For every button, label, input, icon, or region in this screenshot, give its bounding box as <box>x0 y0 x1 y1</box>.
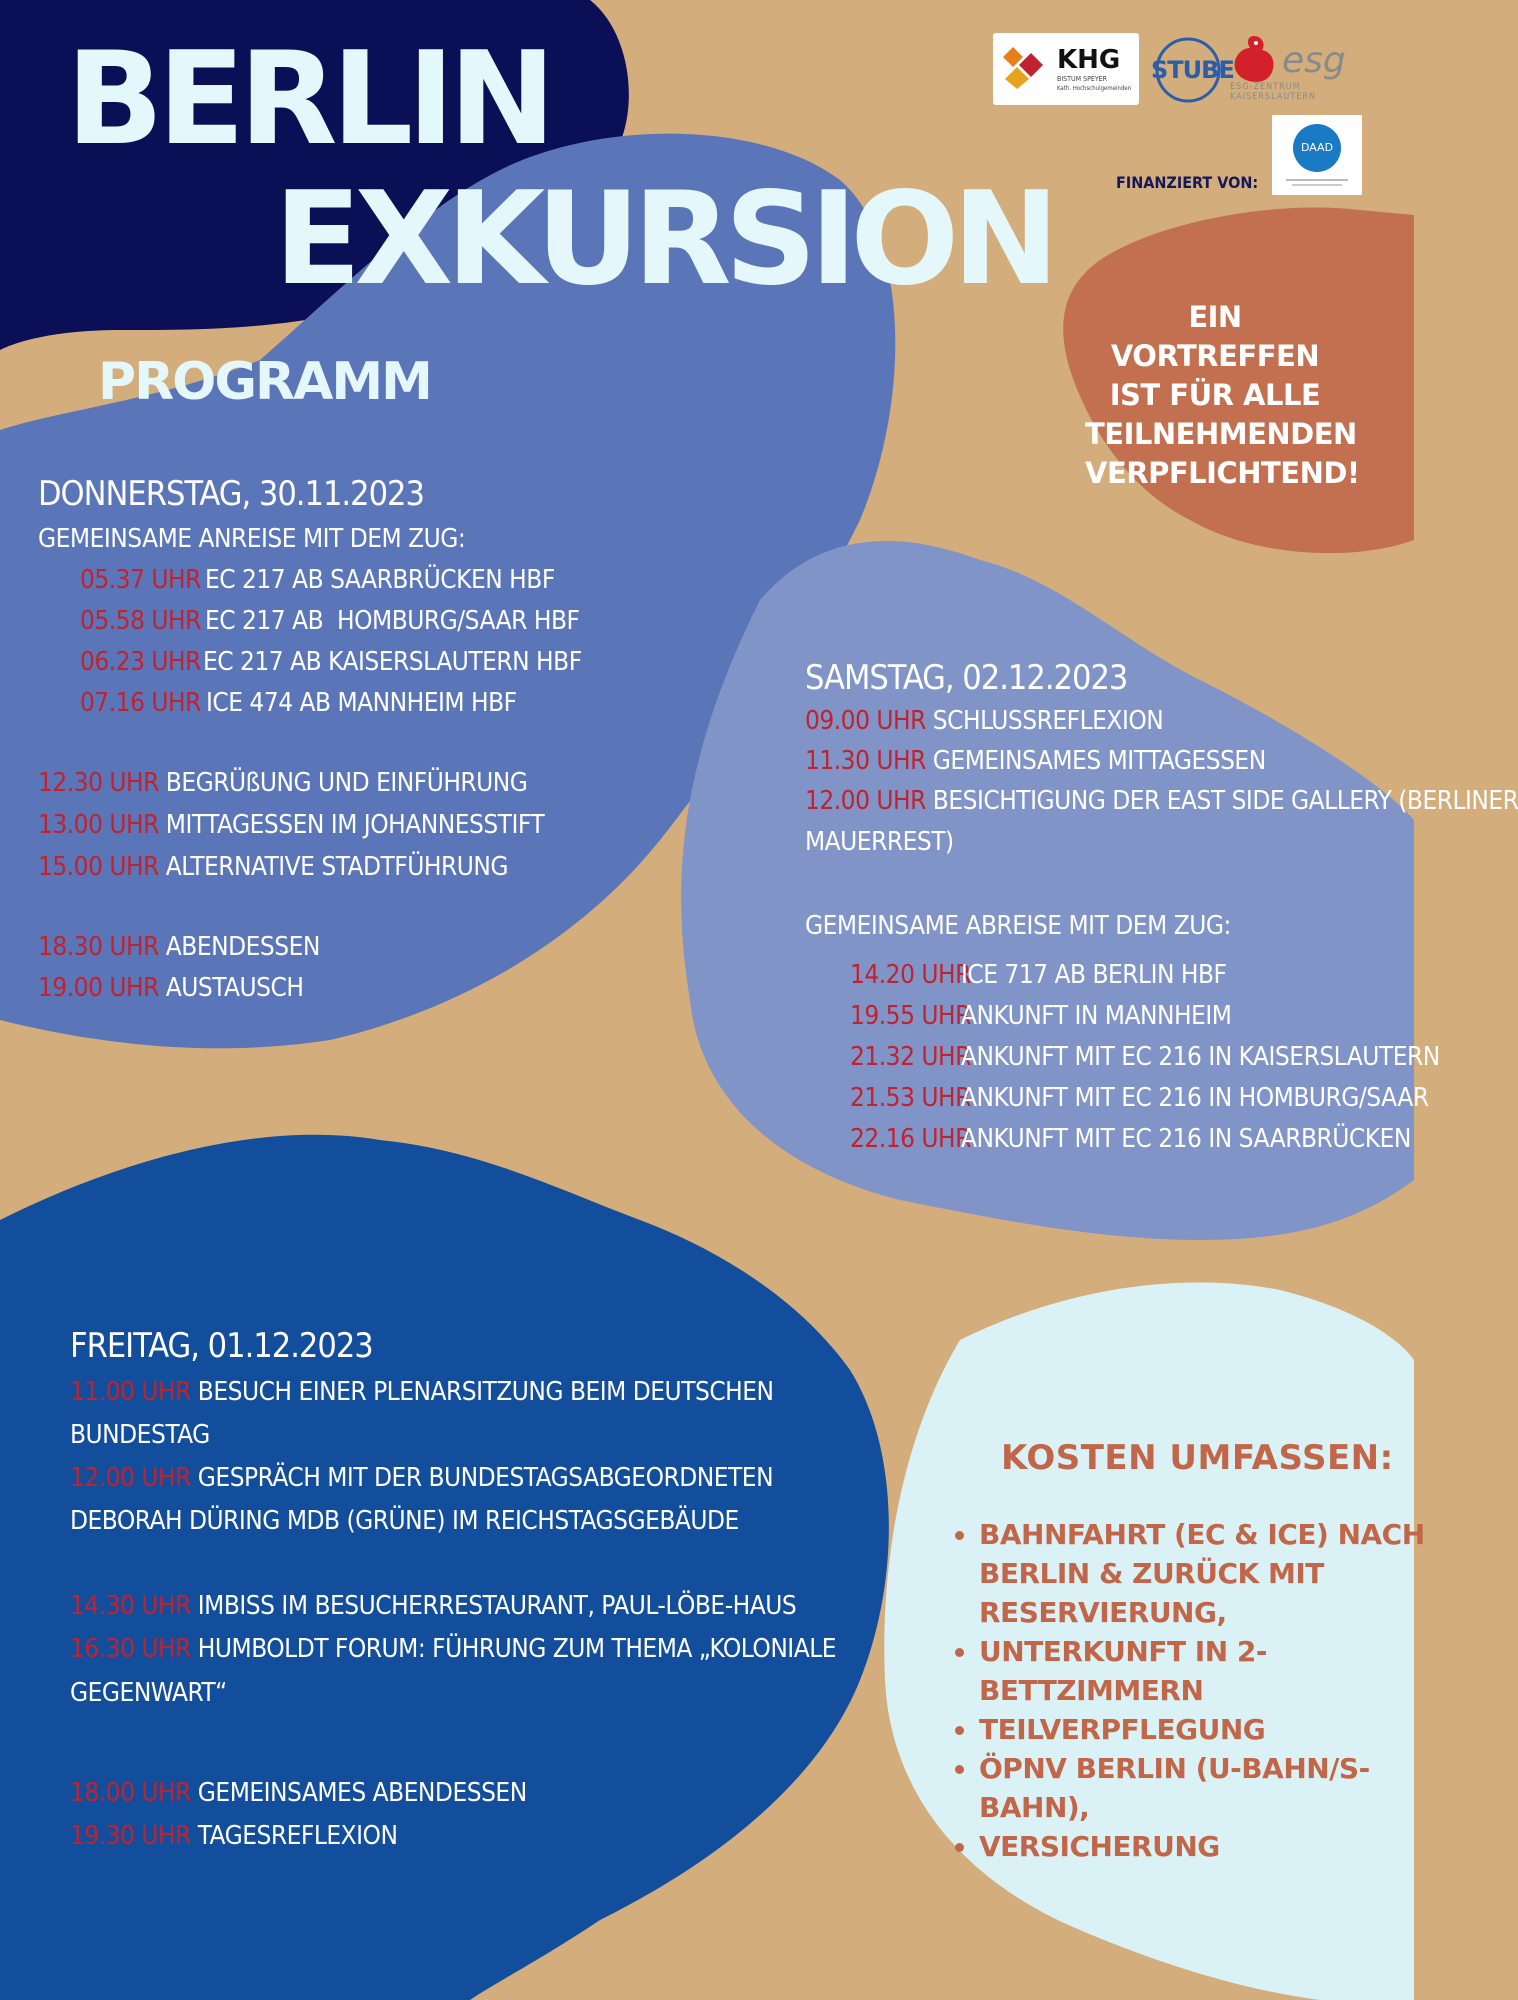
daad-name: DAAD <box>1300 141 1334 154</box>
thursday-event-row <box>38 768 527 798</box>
saturday-train-row <box>850 1042 1440 1072</box>
train-time: 07.16 UHR <box>80 688 201 718</box>
costs-item: • UNTERKUNFT IN 2-BETTZIMMERN <box>979 1632 1449 1710</box>
train-text: EC 217 AB HOMBURG/SAAR HBF <box>205 606 580 636</box>
subtitle-programm: PROGRAMM <box>98 352 431 412</box>
blue-blob-friday <box>0 1135 889 2000</box>
thursday-train-row <box>80 606 579 636</box>
event-time: 14.30 UHR <box>70 1591 191 1621</box>
saturday-event-continuation: MAUERREST) <box>805 827 954 857</box>
train-text: ANKUNFT MIT EC 216 IN SAARBRÜCKEN <box>961 1124 1411 1154</box>
thursday-arrival-heading: GEMEINSAME ANREISE MIT DEM ZUG: <box>38 524 466 554</box>
saturday-event-row <box>805 706 1163 736</box>
costs-item: • BAHNFAHRT (EC & ICE) NACH BERLIN & ZURÜCK MIT RESERVIERUNG, <box>979 1515 1449 1632</box>
costs-list <box>946 1515 1449 1866</box>
train-time: 22.16 UHR <box>850 1124 971 1154</box>
esg-sub1: ESG-ZENTRUM <box>1230 82 1301 92</box>
train-time: 19.55 UHR <box>850 1001 971 1031</box>
esg-sub2: KAISERSLAUTERN <box>1230 92 1317 102</box>
event-time: 11.00 UHR <box>70 1377 191 1407</box>
event-text: TAGESREFLEXION <box>197 1821 398 1851</box>
event-text: AUSTAUSCH <box>165 973 304 1003</box>
saturday-train-row <box>850 960 1226 990</box>
event-text: SCHLUSSREFLEXION <box>932 706 1164 736</box>
train-text: EC 217 AB SAARBRÜCKEN HBF <box>205 565 555 595</box>
event-text: MITTAGESSEN IM JOHANNESSTIFT <box>165 810 545 840</box>
rooster-icon <box>1226 32 1282 88</box>
event-text: BESICHTIGUNG DER EAST SIDE GALLERY (BERLINER <box>932 786 1518 816</box>
event-text: ALTERNATIVE STADTFÜHRUNG <box>165 852 508 882</box>
khg-name: KHG <box>1057 45 1121 75</box>
event-time: 09.00 UHR <box>805 706 926 736</box>
event-time: 18.00 UHR <box>70 1778 191 1808</box>
event-time: 18.30 UHR <box>38 932 159 962</box>
friday-event-continuation: GEGENWART“ <box>70 1678 227 1708</box>
thursday-train-row <box>80 565 555 595</box>
thursday-train-row <box>80 647 582 677</box>
friday-event-row <box>70 1634 836 1664</box>
thursday-event-row <box>38 973 303 1003</box>
event-text: GESPRÄCH MIT DER BUNDESTAGSABGEORDNETEN <box>197 1463 774 1493</box>
event-text: ABENDESSEN <box>165 932 320 962</box>
esg-logo <box>1226 30 1346 106</box>
event-text: IMBISS IM BESUCHERRESTAURANT, PAUL-LÖBE-HAUS <box>197 1591 797 1621</box>
event-time: 19.30 UHR <box>70 1821 191 1851</box>
train-time: 21.53 UHR <box>850 1083 971 1113</box>
event-time: 19.00 UHR <box>38 973 159 1003</box>
friday-event-row <box>70 1591 796 1621</box>
event-text: HUMBOLDT FORUM: FÜHRUNG ZUM THEMA „KOLONIALE <box>197 1634 837 1664</box>
esg-name: esg <box>1282 40 1346 81</box>
event-time: 16.30 UHR <box>70 1634 191 1664</box>
daad-logo <box>1272 115 1362 195</box>
train-time: 05.58 UHR <box>80 606 201 636</box>
saturday-departure-heading: GEMEINSAME ABREISE MIT DEM ZUG: <box>805 911 1231 941</box>
thursday-event-row <box>38 852 508 882</box>
friday-event-row <box>70 1778 527 1808</box>
friday-event-row <box>70 1463 773 1493</box>
event-text: GEMEINSAMES MITTAGESSEN <box>932 746 1266 776</box>
event-text: BESUCH EINER PLENARSITZUNG BEIM DEUTSCHEN <box>197 1377 774 1407</box>
saturday-train-row <box>850 1083 1429 1113</box>
costs-item: • VERSICHERUNG <box>979 1827 1449 1866</box>
event-text: GEMEINSAMES ABENDESSEN <box>197 1778 527 1808</box>
event-text: BEGRÜßUNG UND EINFÜHRUNG <box>165 768 528 798</box>
event-time: 12.00 UHR <box>805 786 926 816</box>
mandatory-meeting-notice: EIN VORTREFFEN IST FÜR ALLE TEILNEHMENDEN VERPFLICHTEND! <box>1085 300 1360 490</box>
event-time: 11.30 UHR <box>805 746 926 776</box>
thursday-heading: DONNERSTAG, 30.11.2023 <box>38 474 424 514</box>
train-time: 05.37 UHR <box>80 565 201 595</box>
costs-heading: KOSTEN UMFASSEN: <box>1001 1438 1394 1478</box>
saturday-train-row <box>850 1001 1231 1031</box>
funding-label: FINANZIERT VON: <box>1116 173 1259 192</box>
saturday-event-row <box>805 746 1266 776</box>
train-time: 06.23 UHR <box>80 647 201 677</box>
thursday-event-row <box>38 932 320 962</box>
daad-circle-icon <box>1272 115 1362 195</box>
friday-event-row <box>70 1821 397 1851</box>
khg-sub2: Kath. Hochschulgemeinden <box>1057 85 1132 92</box>
saturday-train-row <box>850 1124 1411 1154</box>
train-time: 14.20 UHR <box>850 960 971 990</box>
stube-logo <box>1148 36 1234 106</box>
title-line-2: EXKURSION <box>274 165 1053 314</box>
friday-event-continuation: DEBORAH DÜRING MDB (GRÜNE) IM REICHSTAGSGEBÄUDE <box>70 1506 739 1536</box>
khg-logo <box>993 33 1139 105</box>
train-text: ANKUNFT IN MANNHEIM <box>961 1001 1232 1031</box>
costs-item: • TEILVERPFLEGUNG <box>979 1710 1449 1749</box>
train-text: ICE 474 AB MANNHEIM HBF <box>206 688 517 718</box>
train-text: ANKUNFT MIT EC 216 IN KAISERSLAUTERN <box>961 1042 1440 1072</box>
khg-mark-icon <box>1003 45 1047 89</box>
friday-heading: FREITAG, 01.12.2023 <box>70 1326 373 1366</box>
event-time: 12.30 UHR <box>38 768 159 798</box>
train-time: 21.32 UHR <box>850 1042 971 1072</box>
train-text: ICE 717 AB BERLIN HBF <box>961 960 1227 990</box>
event-time: 13.00 UHR <box>38 810 159 840</box>
khg-sub1: BISTUM SPEYER <box>1057 75 1108 83</box>
stube-name: STUBE <box>1151 56 1234 84</box>
friday-event-row <box>70 1377 774 1407</box>
title-line-1: BERLIN <box>66 25 550 174</box>
friday-event-continuation: BUNDESTAG <box>70 1420 210 1450</box>
saturday-heading: SAMSTAG, 02.12.2023 <box>805 658 1128 698</box>
train-text: EC 217 AB KAISERSLAUTERN HBF <box>203 647 582 677</box>
event-time: 15.00 UHR <box>38 852 159 882</box>
thursday-train-row <box>80 688 517 718</box>
saturday-event-row <box>805 786 1518 816</box>
thursday-event-row <box>38 810 544 840</box>
train-text: ANKUNFT MIT EC 216 IN HOMBURG/SAAR <box>961 1083 1429 1113</box>
costs-item: • ÖPNV BERLIN (U-BAHN/S-BAHN), <box>979 1749 1449 1827</box>
event-time: 12.00 UHR <box>70 1463 191 1493</box>
